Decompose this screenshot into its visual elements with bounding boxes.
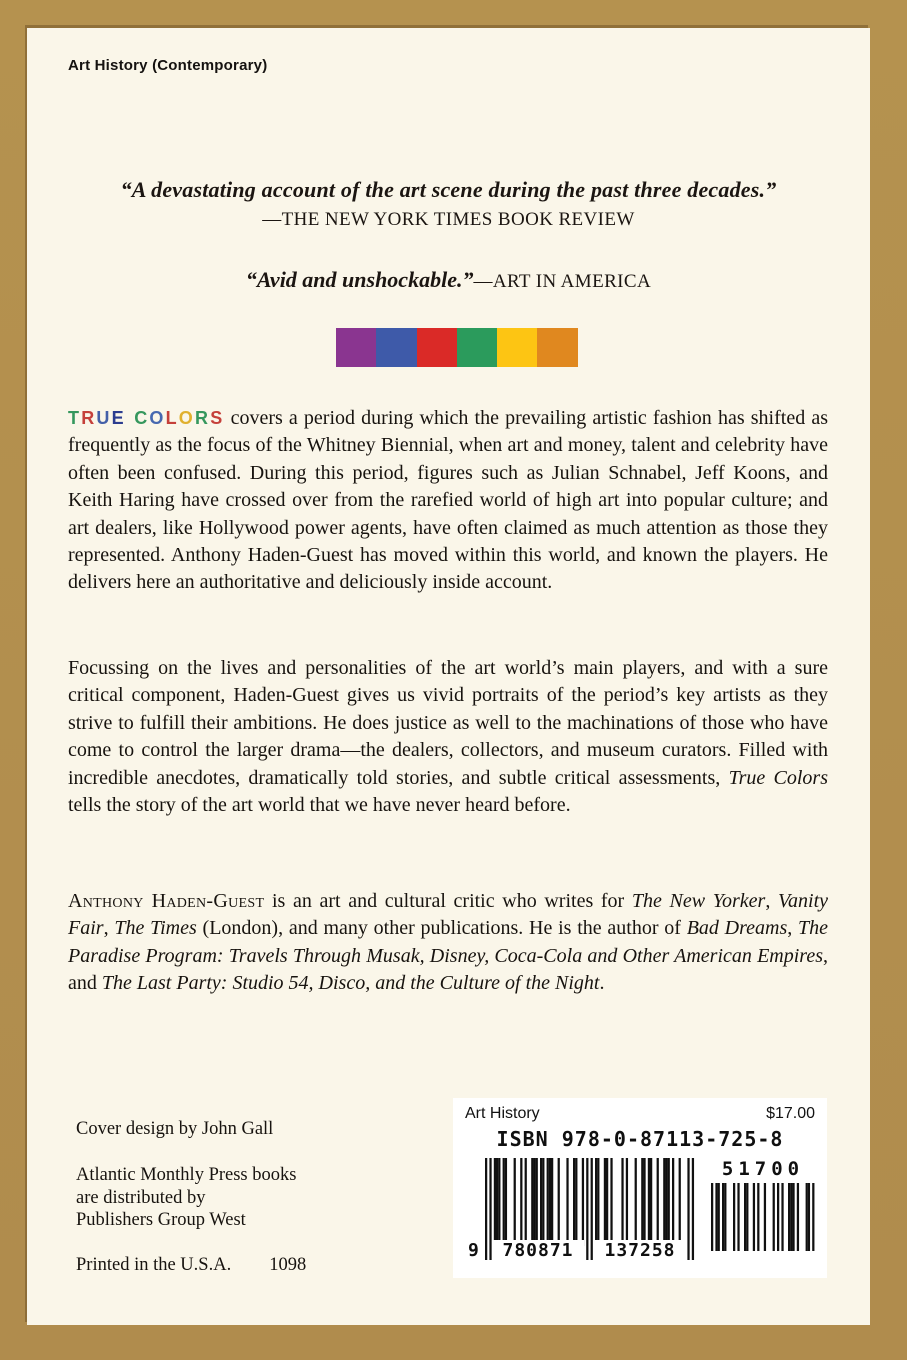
- text-segment: is an art and cultural critic who writes for: [264, 890, 632, 912]
- color-swatch: [457, 328, 497, 367]
- lead-letter: [126, 408, 134, 428]
- lead-letter: R: [81, 408, 97, 428]
- lead-letter: C: [134, 408, 150, 428]
- review-quote-art-in-america: [27, 267, 870, 293]
- printed-in-label: Printed in the U.S.A.: [76, 1255, 232, 1275]
- text-segment: ,: [103, 917, 115, 940]
- lead-letter: S: [210, 408, 225, 428]
- ean5-supplement-barcode: [711, 1158, 815, 1256]
- printing-credit: [76, 1255, 306, 1276]
- text-segment: covers a period during which the prevailing artistic fashion has shifted as frequently as the focus of the Whitney Biennial, when art and money, talent and celebrity have often been confused. During this period, figures such as Julian Schnabel, Jeff Koons, and Keith Haring have crossed over from the rarefied world of high art into popular culture; and art dealers, like Hollywood power agents, have often claimed as much attention as those they represented. Anthony Haden-Guest has moved within this world, and known the players. He delivers here an authoritative and deliciously inside account.: [68, 407, 829, 594]
- color-swatch: [537, 328, 577, 367]
- ean13-digit-group-left: 780871: [492, 1240, 584, 1262]
- print-code: 1098: [269, 1255, 307, 1275]
- quote-attribution: —ART IN AMERICA: [473, 271, 652, 292]
- review-quote-nyt: [27, 177, 870, 231]
- lead-letter: T: [68, 408, 82, 428]
- body-paragraph-2: [68, 655, 828, 819]
- cover-design-credit: Cover design by John Gall: [76, 1119, 274, 1139]
- barcode-price: $17.00: [766, 1105, 815, 1122]
- lead-letter: E: [111, 408, 126, 428]
- color-swatch: [336, 328, 376, 367]
- supplement-digits: 51700: [721, 1158, 805, 1180]
- body-paragraph-1: [68, 405, 828, 597]
- barcode-panel: [453, 1098, 827, 1278]
- barcode-category: Art History: [465, 1105, 540, 1122]
- author-bio: [68, 888, 828, 998]
- text-segment: True Colors: [728, 766, 828, 789]
- color-bar: [336, 328, 578, 367]
- text-segment: (London), and many other publications. He is the author of: [196, 917, 687, 940]
- color-swatch: [376, 328, 416, 367]
- ean13-digit-group-right: 137258: [594, 1240, 686, 1262]
- color-swatch: [417, 328, 457, 367]
- text-segment: The Last Party: Studio 54, Disco, and the Culture of the Night: [101, 972, 600, 995]
- quote-attribution: —THE NEW YORK TIMES BOOK REVIEW: [262, 209, 635, 230]
- distributor-line: Atlantic Monthly Press books: [76, 1165, 297, 1185]
- quote-text: “A devastating account of the art scene during the past three decades.”: [120, 177, 777, 202]
- distributor-line: are distributed by: [76, 1187, 206, 1208]
- distributor-line: Publishers Group West: [76, 1210, 246, 1230]
- text-segment: The Paradise Program: Travels Through Musak, Disney, Coca-Cola and Other American Empires: [68, 917, 829, 967]
- category-label: Art History (Contemporary): [68, 57, 268, 74]
- text-segment: tells the story of the art world that we have never heard before.: [68, 794, 571, 817]
- color-swatch: [497, 328, 537, 367]
- isbn-label: ISBN 978-0-87113-725-8: [496, 1127, 784, 1151]
- lead-letter: R: [195, 408, 211, 428]
- lead-letter: L: [165, 408, 179, 428]
- lead-letter: O: [149, 408, 166, 428]
- barcode-bars: [711, 1183, 815, 1251]
- text-segment: Focussing on the lives and personalities of the art world’s main players, and with a sure critical component, Haden-Guest gives us vivid portraits of the period’s key artists as they strive to fulfill their ambitions. He does justice as well to the machinations of those who have come to control the larger drama—the dealers, collectors, and museum curators. Filled with incredible anecdotes, dramatically told stories, and subtle critical assessments,: [68, 657, 828, 789]
- text-segment: Vanity Fair: [68, 890, 829, 940]
- text-segment: ,: [787, 917, 799, 940]
- text-segment: Anthony Haden-Guest: [68, 890, 265, 912]
- quote-text: “Avid and unshockable.”: [245, 267, 474, 292]
- cover-page: [27, 28, 870, 1325]
- barcode-header-row: [453, 1098, 827, 1123]
- text-segment: ,: [765, 890, 779, 912]
- text-segment: The Times: [114, 917, 197, 940]
- text-segment: .: [599, 972, 605, 995]
- text-segment: The New Yorker: [631, 890, 766, 912]
- lead-letter: U: [96, 408, 112, 428]
- distributor-credit: [76, 1164, 296, 1232]
- ean13-digit-lead: 9: [468, 1240, 480, 1261]
- ean13-barcode: [468, 1158, 694, 1266]
- text-segment: , and: [68, 944, 828, 995]
- lead-letter: O: [178, 408, 195, 428]
- text-segment: Bad Dreams: [686, 917, 788, 940]
